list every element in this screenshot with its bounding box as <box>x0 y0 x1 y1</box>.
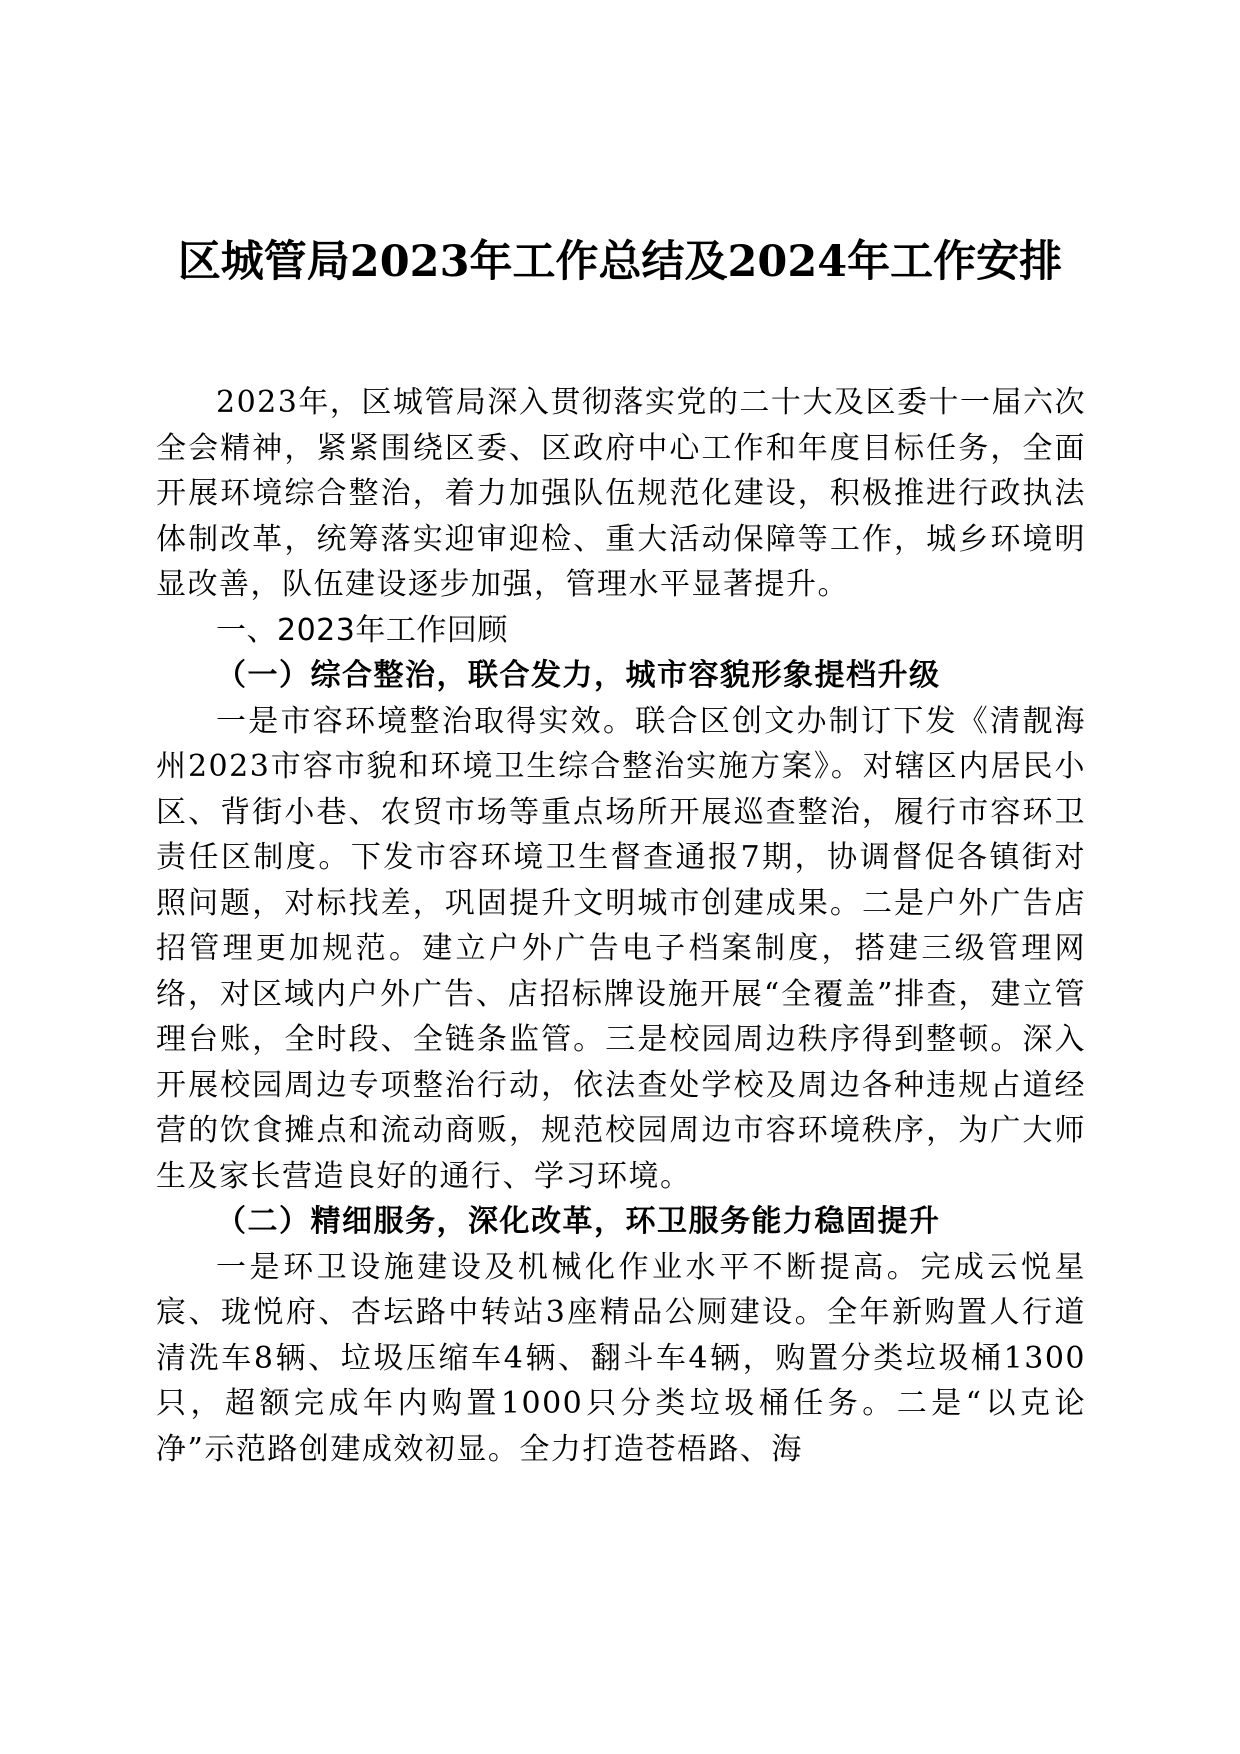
subsection-heading-1: （一）综合整治，联合发力，城市容貌形象提档升级 <box>216 658 941 693</box>
paragraph-intro: 2023年，区城管局深入贯彻落实党的二十大及区委十一届六次全会精神，紧紧围绕区委、区政府中心工作和年度目标任务，全面开展环境综合整治，着力加强队伍规范化建设，积极推进行政执法体制改革，统筹落实迎审迎检、重大活动保障等工作，城乡环境明显改善，队伍建设逐步加强，管理水平显著提升。 <box>156 385 1086 602</box>
section-heading-review: 一、2023年工作回顾 <box>216 612 508 648</box>
document-body <box>156 380 1086 1472</box>
document-title: 区城管局2023年工作总结及2024年工作安排 <box>177 237 1063 287</box>
subsection-heading-2: （二）精细服务，深化改革，环卫服务能力稳固提升 <box>216 1204 941 1239</box>
paragraph-subsection-2: 一是环卫设施建设及机械化作业水平不断提高。完成云悦星宸、珑悦府、杏坛路中转站3座精品公厕建设。全年新购置人行道清洗车8辆、垃圾压缩车4辆、翻斗车4辆，购置分类垃圾桶1300只，超额完成年内购置1000只分类垃圾桶任务。二是“以克论净”示范路创建成效初显。全力打造苍梧路、海 <box>156 1249 1086 1467</box>
paragraph-subsection-1: 一是市容环境整治取得实效。联合区创文办制订下发《清靓海州2023市容市貌和环境卫生综合整治实施方案》。对辖区内居民小区、背街小巷、农贸市场等重点场所开展巡查整治，履行市容环卫责任区制度。下发市容环境卫生督查通报7期，协调督促各镇街对照问题，对标找差，巩固提升文明城市创建成果。二是户外广告店招管理更加规范。建立户外广告电子档案制度，搭建三级管理网络，对区域内户外广告、店招标牌设施开展“全覆盖”排查，建立管理台账，全时段、全链条监管。三是校园周边秩序得到整顿。深入开展校园周边专项整治行动，依法查处学校及周边各种违规占道经营的饮食摊点和流动商贩，规范校园周边市容环境秩序，为广大师生及家长营造良好的通行、学习环境。 <box>156 703 1086 1194</box>
